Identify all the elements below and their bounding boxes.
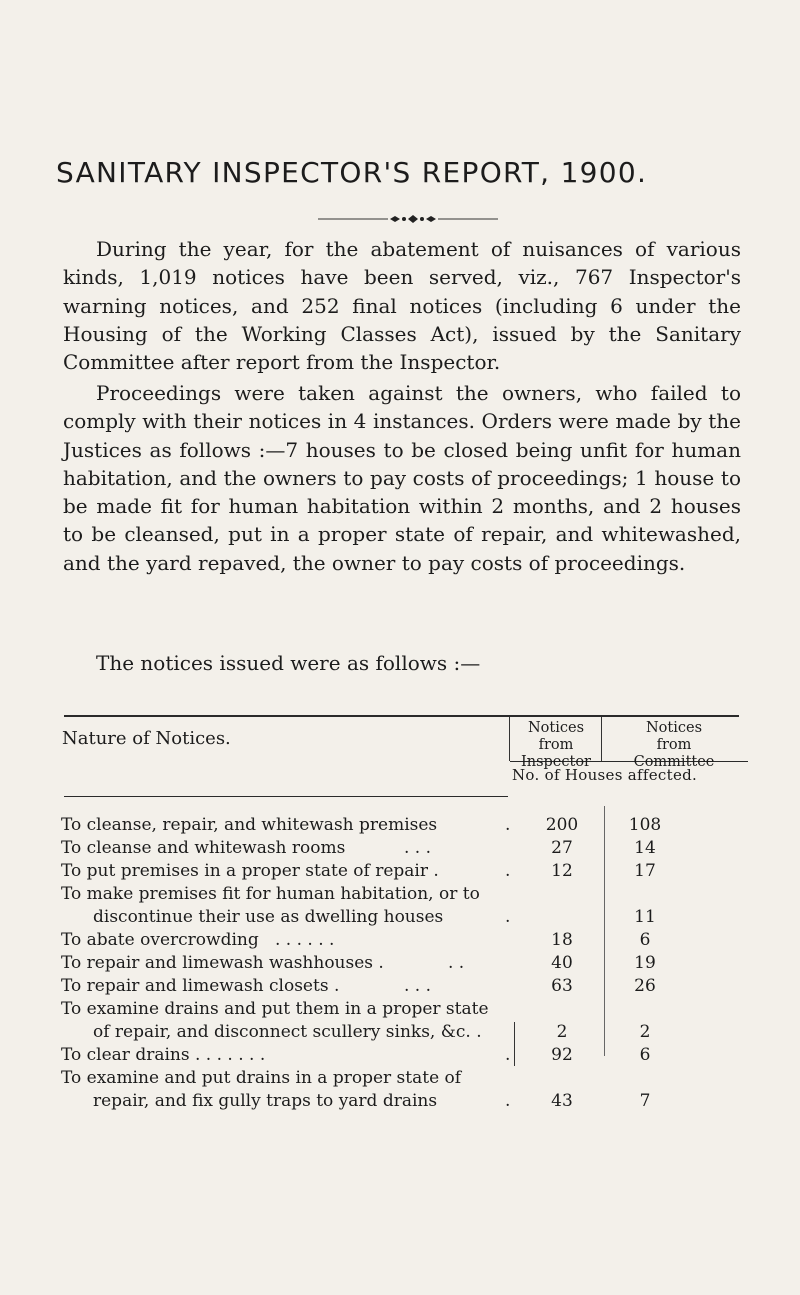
header-divider-mid	[601, 717, 602, 761]
ornament-divider	[318, 214, 498, 224]
table-row: To repair and limewash closets . . . . 63 26	[61, 976, 656, 996]
table-row: To clear drains . . . . . . . . 92 6	[61, 1045, 651, 1065]
header-inspector: Notices from Inspector	[521, 720, 591, 770]
table-row: To cleanse and whitewash rooms . . . 27 14	[61, 838, 656, 858]
table-row: of repair, and disconnect scullery sinks, &c. . 2 2	[93, 1022, 651, 1042]
header-houses-affected: No. of Houses affected.	[512, 766, 698, 784]
header-nature: Nature of Notices.	[62, 728, 231, 749]
table-row: To repair and limewash washhouses . . . 40 19	[61, 953, 656, 973]
header-committee: Notices from Committee	[633, 720, 715, 770]
table-row: To cleanse, repair, and whitewash premises . 200 108	[61, 815, 662, 835]
header-divider-left	[509, 717, 510, 761]
paragraph-proceedings: Proceedings were taken against the owners, who failed to comply with their notices in 4 instances. Orders were made by the Justices as follows :—7 houses to be closed being unfit for human habitation, and the owners to pay costs of proceedings; 1 house to be made fit for human habitation within 2 months, and 2 houses to be cleansed, put in a proper state of repair, and whitewashed, and the yard repaved, the owner to pay costs of proceedings.	[63, 381, 741, 575]
table-row: discontinue their use as dwelling houses . 11	[93, 907, 656, 927]
page-title: SANITARY INSPECTOR'S REPORT, 1900.	[56, 156, 648, 189]
table-row: repair, and fix gully traps to yard drains . 43 7	[93, 1091, 651, 1111]
paragraph-notices: During the year, for the abatement of nuisances of various kinds, 1,019 notices have been served, viz., 767 Inspector's warning notices, and 252 final notices (including 6 under the Housing of the Working Classes Act), issued by the Sanitary Committee after report from the Inspector.	[63, 237, 741, 375]
table-row: To examine drains and put them in a proper state	[61, 999, 489, 1019]
table-row: To make premises fit for human habitation, or to	[61, 884, 480, 904]
table-intro: The notices issued were as follows :—	[96, 651, 481, 675]
header-bottom-rule-left	[64, 796, 508, 797]
table-row: To abate overcrowding . . . . . . 18 6	[61, 930, 651, 950]
table-top-rule	[64, 715, 739, 717]
table-row: To examine and put drains in a proper state of	[61, 1068, 462, 1088]
table-row: To put premises in a proper state of repair . . 12 17	[61, 861, 656, 881]
